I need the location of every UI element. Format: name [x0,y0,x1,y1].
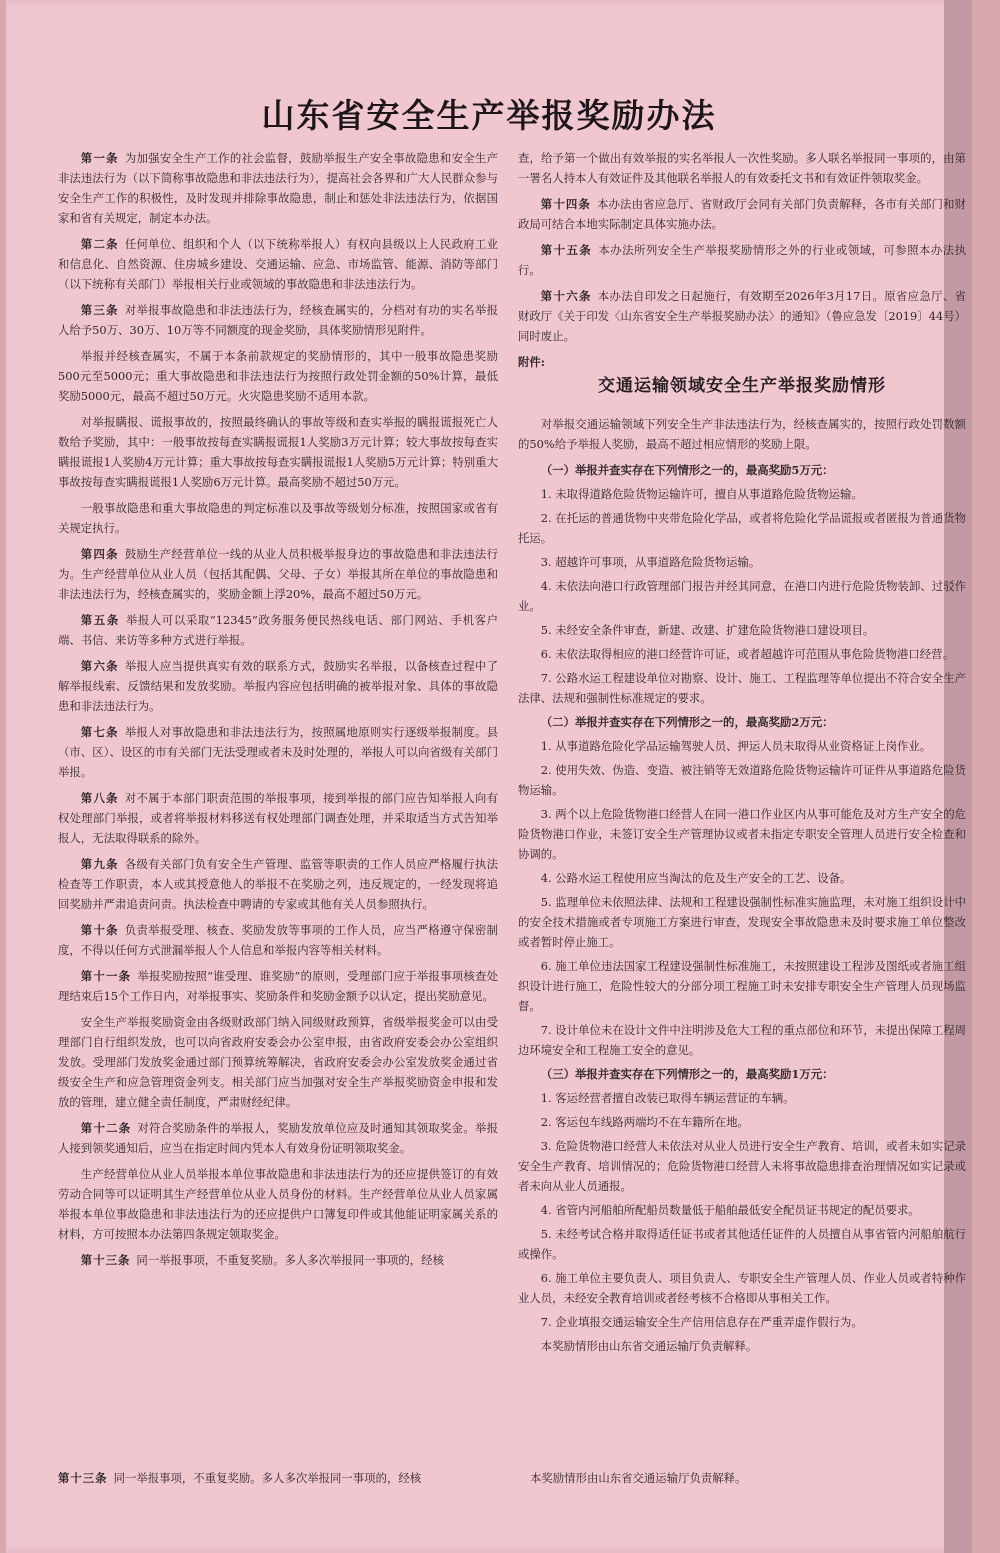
article-paragraph [58,1118,498,1158]
footer-article-label: 第十三条 [58,1471,108,1485]
article-paragraph [58,148,498,228]
article-text: 各级有关部门负有安全生产管理、监管等职责的工作人员应严格履行执法检查等工作职责，本人或其授意他人的举报不在奖励之列，违反规定的，一经发现将追回奖励并严肃追责问责。执法检查中聘请的专家或其他有关人员参照执行。 [58,857,498,911]
article-text: 本办法自印发之日起施行，有效期至2026年3月17日。原省应急厅、省财政厅《关于印发〈山东省安全生产举报奖励办法〉的通知》（鲁应急发〔2019〕44号）同时废止。 [518,289,966,343]
annex-item: 7. 企业填报交通运输安全生产信用信息存在严重弄虚作假行为。 [540,1315,863,1329]
article-number: 第十二条 [80,1121,132,1135]
annex-title: 交通运输领域安全生产举报奖励情形 [598,376,886,396]
article-paragraph [58,412,498,492]
article-text: 举报并经核查属实，不属于本条前款规定的奖励情形的，其中一般事故隐患奖励500元至5000元；重大事故隐患和非法违法行为按照行政处罚金额的50%计算，最低奖励5000元，最高不超过50万元。火灾隐患奖励不适用本款。 [58,349,498,403]
article-text: 任何单位、组织和个人（以下统称举报人）有权向县级以上人民政府工业和信息化、自然资源、住房城乡建设、交通运输、应急、市场监管、能源、消防等部门（以下统称有关部门）举报相关行业或领域的事故隐患和非法违法行为。 [58,237,498,291]
footer-left [58,1468,498,1488]
article-paragraph [518,286,966,346]
annex-item: 1. 从事道路危险化学品运输驾驶人员、押运人员未取得从业资格证上岗作业。 [540,739,932,753]
annex-section-heading: （一）举报并查实存在下列情形之一的，最高奖励5万元： [540,463,834,477]
annex-label: 附件: [518,355,545,369]
annex-item: 6. 施工单位主要负责人、项目负责人、专职安全生产管理人员、作业人员或者特种作业人员，未经安全教育培训或者经考核不合格即从事相关工作。 [518,1271,966,1305]
article-paragraph [518,240,966,280]
article-paragraph [58,544,498,604]
article-text: 对符合奖励条件的举报人，奖励发放单位应及时通知其领取奖金。举报人接到领奖通知后，应当在指定时间内凭本人有效身份证明领取奖金。 [58,1121,498,1155]
footer-left-text: 同一举报事项，不重复奖励。多人多次举报同一事项的，经核 [113,1471,422,1485]
article-paragraph [58,1012,498,1112]
article-paragraph [58,234,498,294]
article-text: 为加强安全生产工作的社会监督，鼓励举报生产安全事故隐患和安全生产非法违法行为（以下简称事故隐患和非法违法行为），提高社会各界和广大人民群众参与安全生产工作的积极性，及时发现并排除事故隐患，制止和惩处非法违法行为，依据国家和省有关规定，制定本办法。 [58,151,498,225]
left-column [58,148,498,1276]
article-number: 第七条 [80,725,119,739]
article-number: 第一条 [80,151,119,165]
article-number: 第十四条 [540,197,591,211]
article-text: 对举报事故隐患和非法违法行为，经核查属实的，分档对有功的实名举报人给予50万、30万、10万等不同额度的现金奖励，具体奖励情形见附件。 [58,303,498,337]
annex-item: 1. 未取得道路危险货物运输许可，擅自从事道路危险货物运输。 [540,487,863,501]
footer-right-text: 本奖励情形由山东省交通运输厅负责解释。 [530,1471,747,1485]
annex-section-heading: （二）举报并查实存在下列情形之一的，最高奖励2万元： [540,715,834,729]
article-text: 举报人应当提供真实有效的联系方式，鼓励实名举报，以备核查过程中了解举报线索、反馈结果和发放奖励。举报内容应包括明确的被举报对象、具体的事故隐患和非法违法行为。 [58,659,498,713]
article-text: 一般事故隐患和重大事故隐患的判定标准以及事故等级划分标准，按照国家或省有关规定执行。 [58,501,498,535]
article-text: 本办法由省应急厅、省财政厅会同有关部门负责解释，各市有关部门和财政局可结合本地实际制定具体实施办法。 [518,197,966,231]
annex-item: 7. 设计单位未在设计文件中注明涉及危大工程的重点部位和环节，未提出保障工程周边环境安全和工程施工安全的意见。 [518,1023,966,1057]
annex-item: 5. 未经考试合格并取得适任证书或者其他适任证件的人员擅自从事省管内河船舶航行或操作。 [518,1227,966,1261]
article-text: 鼓励生产经营单位一线的从业人员积极举报身边的事故隐患和非法违法行为。生产经营单位从业人员（包括其配偶、父母、子女）举报其所在单位的事故隐患和非法违法行为，经核查属实的，奖励金额上浮20%，最高不超过50万元。 [58,547,498,601]
article-paragraph [58,1164,498,1244]
article-paragraph [58,300,498,340]
article-text: 生产经营单位从业人员举报本单位事故隐患和非法违法行为的还应提供签订的有效劳动合同等可以证明其生产经营单位从业人员身份的材料。生产经营单位从业人员家属举报本单位事故隐患和非法违法行为的还应提供户口簿复印件或其他能证明家属关系的材料，方可按照本办法第四条规定领取奖金。 [58,1167,498,1241]
article-paragraph [518,194,966,234]
annex-closing: 本奖励情形由山东省交通运输厅负责解释。 [540,1339,758,1353]
annex-item: 4. 省管内河船舶所配船员数量低于船舶最低安全配员证书规定的配员要求。 [540,1203,920,1217]
article-text: 同一举报事项，不重复奖励。多人多次举报同一事项的，经核 [136,1253,444,1267]
article-number: 第九条 [80,857,119,871]
annex-item: 5. 监理单位未依照法律、法规和工程建设强制性标准实施监理，未对施工组织设计中的安全技术措施或者专项施工方案进行审查，发现安全事故隐患未及时要求施工单位整改或者暂时停止施工。 [518,895,966,949]
article-paragraph [58,854,498,914]
article-number: 第十五条 [540,243,593,257]
article-paragraph [58,788,498,848]
article-number: 第十条 [80,923,119,937]
article-paragraph [518,148,966,188]
article-paragraph [58,722,498,782]
article-number: 第二条 [80,237,119,251]
annex-item: 6. 施工单位违法国家工程建设强制性标准施工，未按照建设工程涉及图纸或者施工组织设计进行施工，危险性较大的分部分项工程施工时未安排专职安全生产管理人员现场监督。 [518,959,966,1013]
annex-item: 2. 客运包车线路两端均不在车籍所在地。 [540,1115,749,1129]
annex-item: 7. 公路水运工程建设单位对勘察、设计、施工、工程监理等单位提出不符合安全生产法律、法规和强制性标准规定的要求。 [518,671,966,705]
article-number: 第六条 [80,659,119,673]
annex-section-heading: （三）举报并查实存在下列情形之一的，最高奖励1万元： [540,1067,834,1081]
article-text: 对举报瞒报、谎报事故的，按照最终确认的事故等级和查实举报的瞒报谎报死亡人数给予奖励，其中：一般事故按每查实瞒报谎报1人奖励3万元计算；较大事故按每查实瞒报谎报1人奖励4万元计算；重大事故按每查实瞒报谎报1人奖励5万元计算；特别重大事故按每查实瞒报谎报1人奖励6万元计算。最高奖励不超过50万元。 [58,415,498,489]
article-number: 第五条 [80,613,120,627]
annex-item: 6. 未依法取得相应的港口经营许可证，或者超越许可范围从事危险货物港口经营。 [540,647,954,661]
document-sheet [6,0,972,1553]
annex-item: 3. 超越许可事项，从事道路危险货物运输。 [540,555,761,569]
annex-item: 5. 未经安全条件审查，新建、改建、扩建危险货物港口建设项目。 [540,623,875,637]
article-paragraph [58,920,498,960]
annex-item: 3. 危险货物港口经营人未依法对从业人员进行安全生产教育、培训，或者未如实记录安全生产教育、培训情况的；危险货物港口经营人未将事故隐患排查治理情况如实记录或者未向从业人员通报。 [518,1139,966,1193]
article-text: 查，给予第一个做出有效举报的实名举报人一次性奖励。多人联名举报同一事项的，由第一署名人持本人有效证件及其他联名举报人的有效委托文书和有效证件领取奖金。 [518,151,966,185]
article-number: 第三条 [80,303,119,317]
article-text: 举报奖励按照“谁受理、谁奖励”的原则，受理部门应于举报事项核查处理结束后15个工作日内，对举报事实、奖励条件和奖励金额予以认定，提出奖励意见。 [58,969,498,1003]
article-text: 本办法所列安全生产举报奖励情形之外的行业或领域，可参照本办法执行。 [518,243,966,277]
annex-item: 4. 未依法向港口行政管理部门报告并经其同意，在港口内进行危险货物装卸、过驳作业。 [518,579,966,613]
article-paragraph [58,498,498,538]
article-text: 安全生产举报奖励资金由各级财政部门纳入同级财政预算，省级举报奖金可以由受理部门自行组织发放，也可以向省政府安委会办公室申报，由省政府安委会办公室组织发放。受理部门发放奖金通过部门预算统筹解决，省政府安委会办公室发放奖金通过省级安全生产和应急管理资金列支。相关部门应当加强对安全生产举报奖励资金申报和发放的管理，建立健全责任制度，严肃财经纪律。 [58,1015,498,1109]
article-paragraph [58,966,498,1006]
article-text: 举报人可以采取“12345”政务服务便民热线电话、部门网站、手机客户端、书信、来访等多种方式进行举报。 [58,613,498,647]
right-column [518,148,966,1360]
footer-right [530,1468,970,1488]
article-number: 第四条 [80,547,119,561]
annex-item: 2. 在托运的普通货物中夹带危险化学品，或者将危险化学品谎报或者匿报为普通货物托运。 [518,511,966,545]
annex-item: 4. 公路水运工程使用应当淘汰的危及生产安全的工艺、设备。 [540,871,852,885]
article-paragraph [58,610,498,650]
article-text: 负责举报受理、核查、奖励发放等事项的工作人员，应当严格遵守保密制度，不得以任何方式泄漏举报人个人信息和举报内容等相关材料。 [58,923,498,957]
annex-item: 1. 客运经营者擅自改装已取得车辆运营证的车辆。 [540,1091,795,1105]
article-paragraph [58,656,498,716]
article-number: 第十一条 [80,969,132,983]
annex-item: 2. 使用失效、伪造、变造、被注销等无效道路危险货物运输许可证件从事道路危险货物运输。 [518,763,966,797]
document-title: 山东省安全生产举报奖励办法 [261,96,717,135]
article-paragraph [58,1250,498,1270]
article-number: 第八条 [80,791,119,805]
annex-intro: 对举报交通运输领域下列安全生产非法违法行为，经核查属实的，按照行政处罚数额的50%给予举报人奖励，最高不超过相应情形的奖励上限。 [518,417,966,451]
article-text: 举报人对事故隐患和非法违法行为，按照属地原则实行逐级举报制度。县（市、区）、设区的市有关部门无法受理或者未及时处理的，举报人可以向省级有关部门举报。 [58,725,498,779]
article-text: 对不属于本部门职责范围的举报事项，接到举报的部门应告知举报人向有权处理部门举报，或者将举报材料移送有权处理部门调查处理，并采取适当方式告知举报人，无法取得联系的除外。 [58,791,498,845]
article-paragraph [58,346,498,406]
article-number: 第十六条 [540,289,592,303]
article-number: 第十三条 [80,1253,131,1267]
annex-item: 3. 两个以上危险货物港口经营人在同一港口作业区内从事可能危及对方生产安全的危险货物港口作业，未签订安全生产管理协议或者未指定专职安全管理人员进行安全检查和协调的。 [518,807,966,861]
